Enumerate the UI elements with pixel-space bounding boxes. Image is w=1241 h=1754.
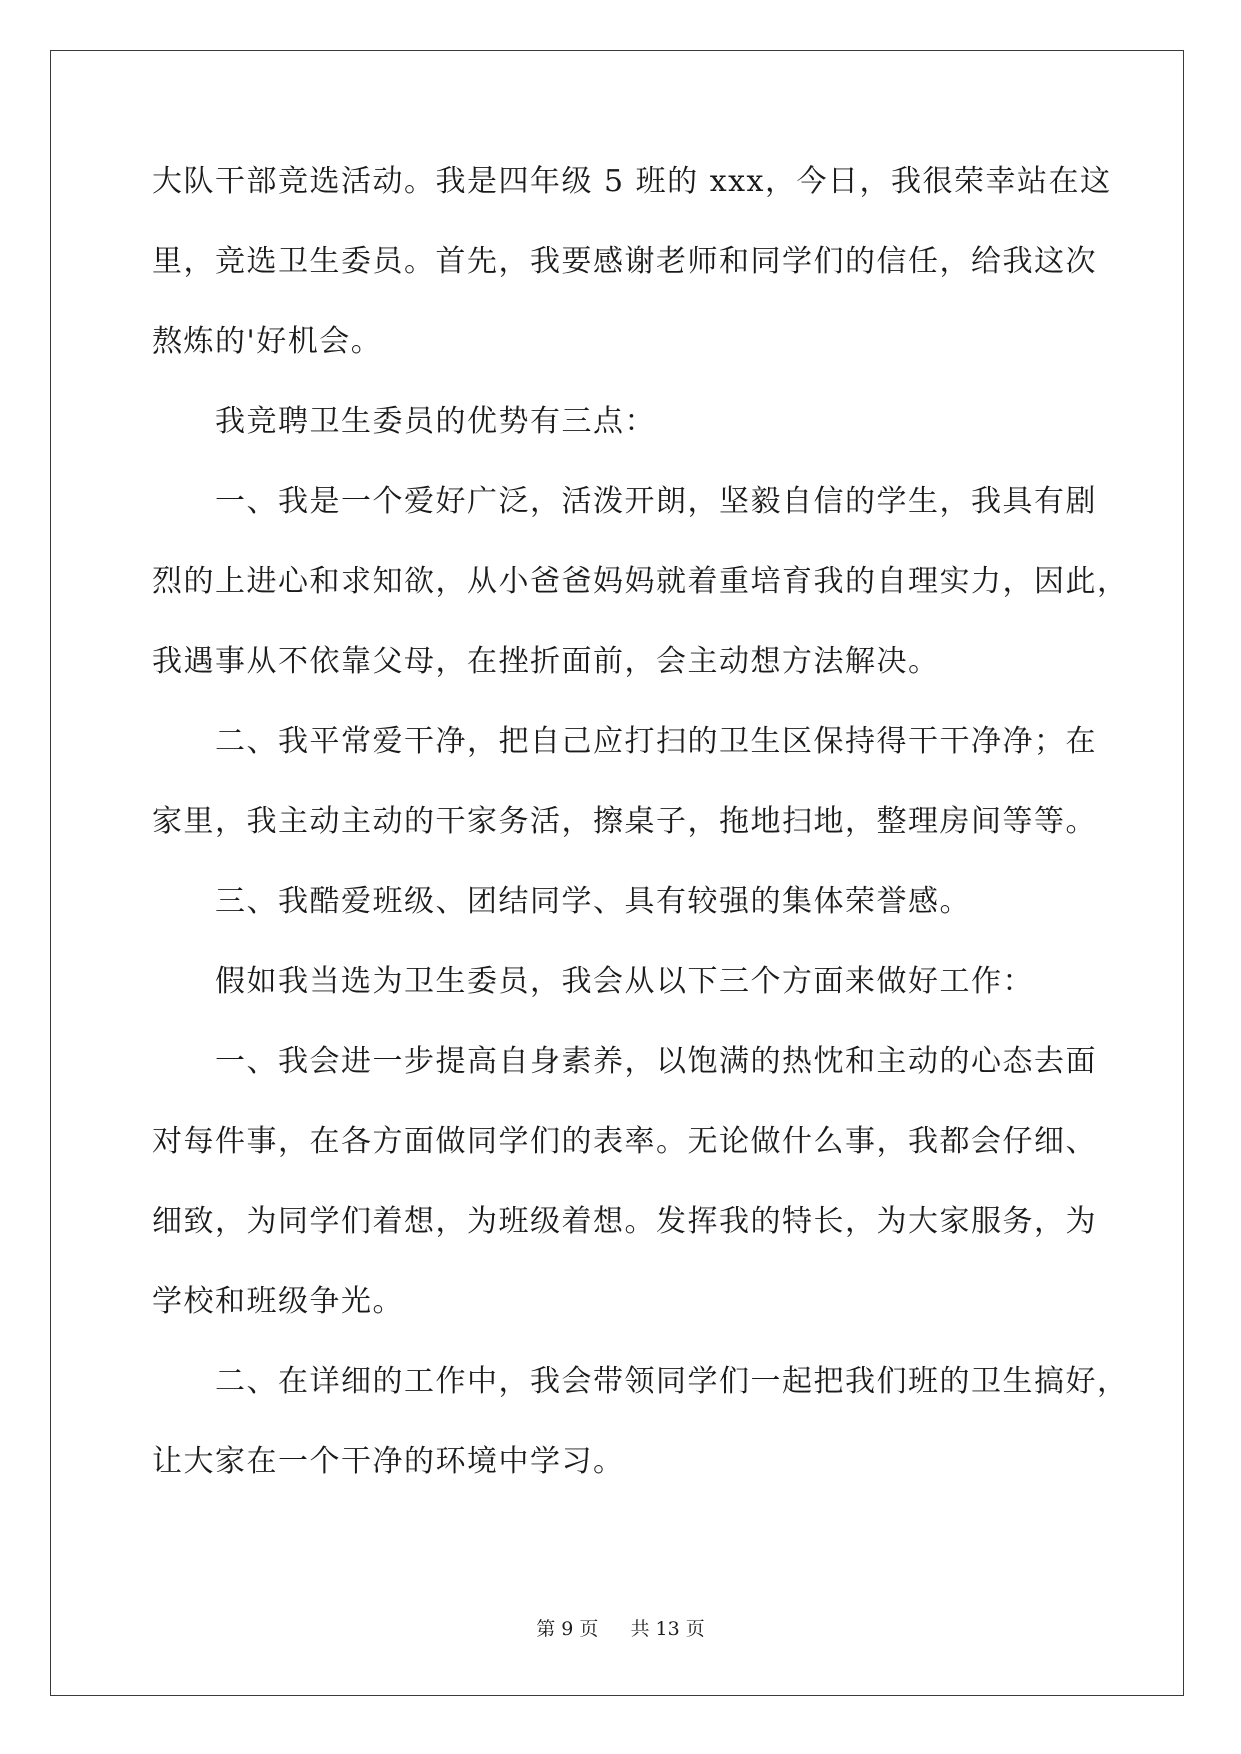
page-number-current: 第 9 页: [536, 1618, 599, 1640]
text-line: 三、我酷爱班级、团结同学、具有较强的集体荣誉感。: [152, 884, 971, 919]
page-footer: [0, 1614, 1241, 1641]
text-line: 让大家在一个干净的环境中学习。: [152, 1444, 625, 1479]
text-line: 假如我当选为卫生委员，我会从以下三个方面来做好工作：: [152, 964, 1034, 999]
text-line: 二、我平常爱干净，把自己应打扫的卫生区保持得干干净净；在: [152, 724, 1097, 759]
text-line: 一、我会进一步提高自身素养，以饱满的热忱和主动的心态去面: [152, 1044, 1097, 1079]
text-line: 细致，为同学们着想，为班级着想。发挥我的特长，为大家服务，为: [152, 1204, 1097, 1239]
text-line: 熬炼的'好机会。: [152, 324, 383, 359]
text-line: 对每件事，在各方面做同学们的表率。无论做什么事，我都会仔细、: [152, 1124, 1097, 1159]
text-line: 烈的上进心和求知欲，从小爸爸妈妈就着重培育我的自理实力，因此，: [152, 564, 1129, 599]
text-line: 大队干部竞选活动。我是四年级 5 班的 xxx，今日，我很荣幸站在这: [152, 164, 1112, 199]
text-line: 里，竞选卫生委员。首先，我要感谢老师和同学们的信任，给我这次: [152, 244, 1097, 279]
text-line: 我遇事从不依靠父母，在挫折面前，会主动想方法解决。: [152, 644, 940, 679]
text-line: 我竞聘卫生委员的优势有三点：: [152, 404, 656, 439]
page-number-total: 共 13 页: [630, 1618, 705, 1640]
text-line: 家里，我主动主动的干家务活，擦桌子，拖地扫地，整理房间等等。: [152, 804, 1097, 839]
text-line: 学校和班级争光。: [152, 1284, 404, 1319]
text-line: 二、在详细的工作中，我会带领同学们一起把我们班的卫生搞好，: [152, 1364, 1129, 1399]
text-line: 一、我是一个爱好广泛，活泼开朗，坚毅自信的学生，我具有剧: [152, 484, 1097, 519]
